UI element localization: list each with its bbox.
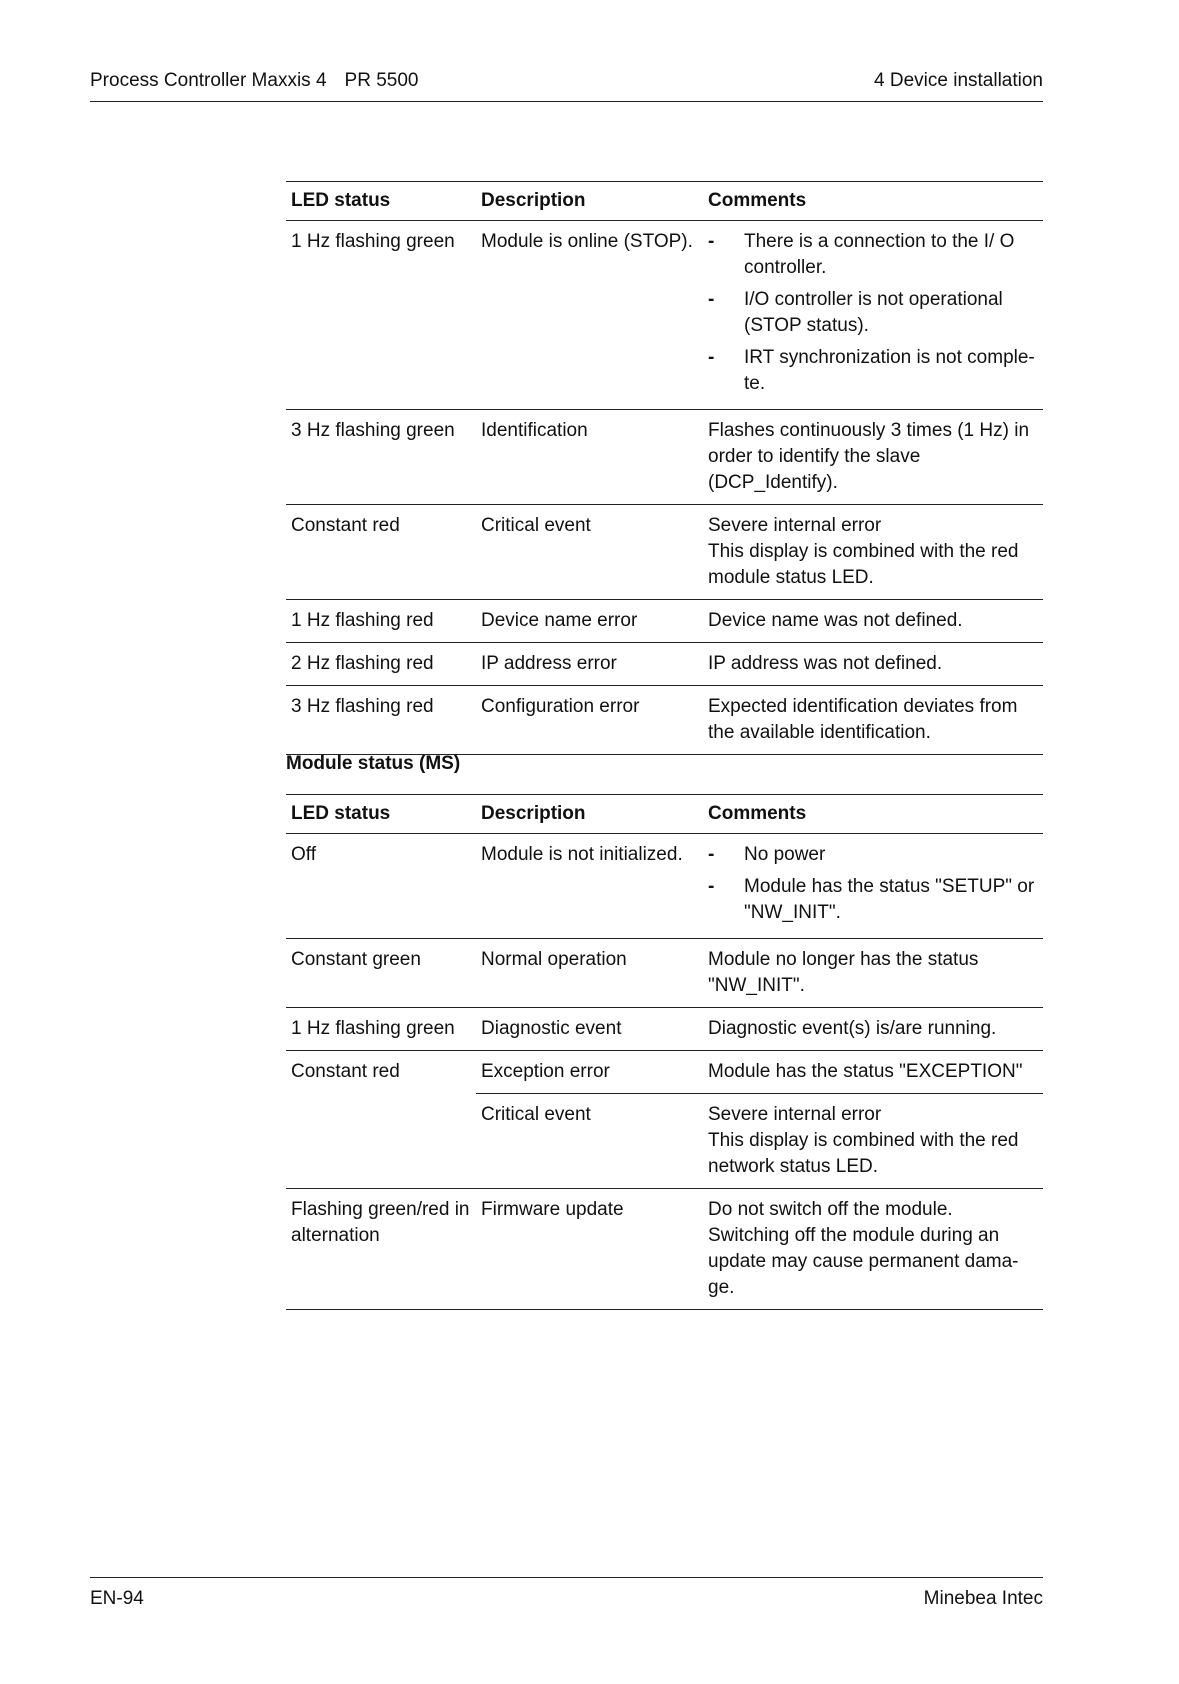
comments-cell: IP address was not defined. (703, 643, 1043, 686)
led-cell: 1 Hz flashing green (286, 221, 476, 410)
table-header-row (286, 182, 1043, 221)
led-cell: 3 Hz flashing green (286, 410, 476, 505)
table-row (286, 600, 1043, 643)
col-description: Description (476, 795, 703, 834)
col-comments: Comments (703, 795, 1043, 834)
led-cell: Flashing green/red in alternation (286, 1189, 476, 1310)
table-row (286, 834, 1043, 939)
description-cell: Module is not initialized. (476, 834, 703, 939)
comments-cell: Flashes continuously 3 times (1 Hz) in order to identify the slave (DCP_Identify). (703, 410, 1043, 505)
comment-line: This display is combined with the red network status LED. (708, 1130, 1019, 1177)
table-row (286, 1008, 1043, 1051)
module-status-table (286, 794, 1043, 1310)
page-header (90, 70, 1043, 102)
table-header-row (286, 795, 1043, 834)
table-row (286, 410, 1043, 505)
comment-list (708, 842, 1037, 926)
comments-cell (703, 1189, 1043, 1310)
comments-cell: Expected identification deviates from the available identification. (703, 686, 1043, 755)
description-cell: Exception error (476, 1051, 703, 1094)
list-item: - There is a connection to the I/ O controller. (708, 231, 1015, 278)
description-cell: Identification (476, 410, 703, 505)
table-row (286, 686, 1043, 755)
led-cell: 3 Hz flashing red (286, 686, 476, 755)
table-row (286, 1189, 1043, 1310)
table-row (286, 1051, 1043, 1094)
comment-list (708, 229, 1037, 397)
header-model: PR 5500 (344, 70, 419, 91)
description-cell: Device name error (476, 600, 703, 643)
list-item: - IRT synchronization is not comple-te. (708, 347, 1035, 394)
page-footer (90, 1577, 1043, 1610)
network-status-table (286, 181, 1043, 755)
comments-cell: Device name was not defined. (703, 600, 1043, 643)
module-status-heading: Module status (MS) (286, 753, 461, 774)
comments-cell (703, 834, 1043, 939)
description-cell: Critical event (476, 1094, 703, 1189)
comments-cell (703, 221, 1043, 410)
col-comments: Comments (703, 182, 1043, 221)
led-cell: 2 Hz flashing red (286, 643, 476, 686)
description-cell: Firmware update (476, 1189, 703, 1310)
col-led-status: LED status (286, 182, 476, 221)
led-cell: Constant red (286, 505, 476, 600)
led-cell: Off (286, 834, 476, 939)
table-row (286, 643, 1043, 686)
page-number: EN-94 (90, 1588, 144, 1609)
comments-cell: Module no longer has the status "NW_INIT". (703, 939, 1043, 1008)
network-status-table-wrap (286, 181, 1043, 755)
description-cell: Module is online (STOP). (476, 221, 703, 410)
comments-cell (703, 505, 1043, 600)
led-cell: 1 Hz flashing red (286, 600, 476, 643)
header-left (90, 70, 418, 92)
list-item: - I/O controller is not operational (STOP status). (708, 289, 1003, 336)
description-cell: Critical event (476, 505, 703, 600)
comment-line: This display is combined with the red module status LED. (708, 541, 1019, 588)
table-row (286, 221, 1043, 410)
led-cell: Constant red (286, 1051, 476, 1189)
module-status-table-wrap (286, 794, 1043, 1310)
comments-cell: Diagnostic event(s) is/are running. (703, 1008, 1043, 1051)
description-cell: Diagnostic event (476, 1008, 703, 1051)
led-cell: Constant green (286, 939, 476, 1008)
comment-line: Severe internal error (708, 1104, 882, 1125)
table-row (286, 505, 1043, 600)
list-item: - No power (708, 844, 826, 865)
header-product: Process Controller Maxxis 4 (90, 70, 327, 91)
description-cell: Normal operation (476, 939, 703, 1008)
col-led-status: LED status (286, 795, 476, 834)
comments-cell: Module has the status "EXCEPTION" (703, 1051, 1043, 1094)
description-cell: IP address error (476, 643, 703, 686)
led-cell: 1 Hz flashing green (286, 1008, 476, 1051)
description-cell: Configuration error (476, 686, 703, 755)
list-item: - Module has the status "SETUP" or "NW_INIT". (708, 876, 1035, 923)
col-description: Description (476, 182, 703, 221)
comments-cell (703, 1094, 1043, 1189)
comment-line: Do not switch off the module. (708, 1199, 953, 1220)
header-section: 4 Device installation (874, 70, 1043, 91)
company-name: Minebea Intec (923, 1588, 1043, 1609)
comment-line: Severe internal error (708, 515, 882, 536)
comment-line: Switching off the module during an update may cause permanent dama-ge. (708, 1225, 1019, 1298)
table-row (286, 939, 1043, 1008)
